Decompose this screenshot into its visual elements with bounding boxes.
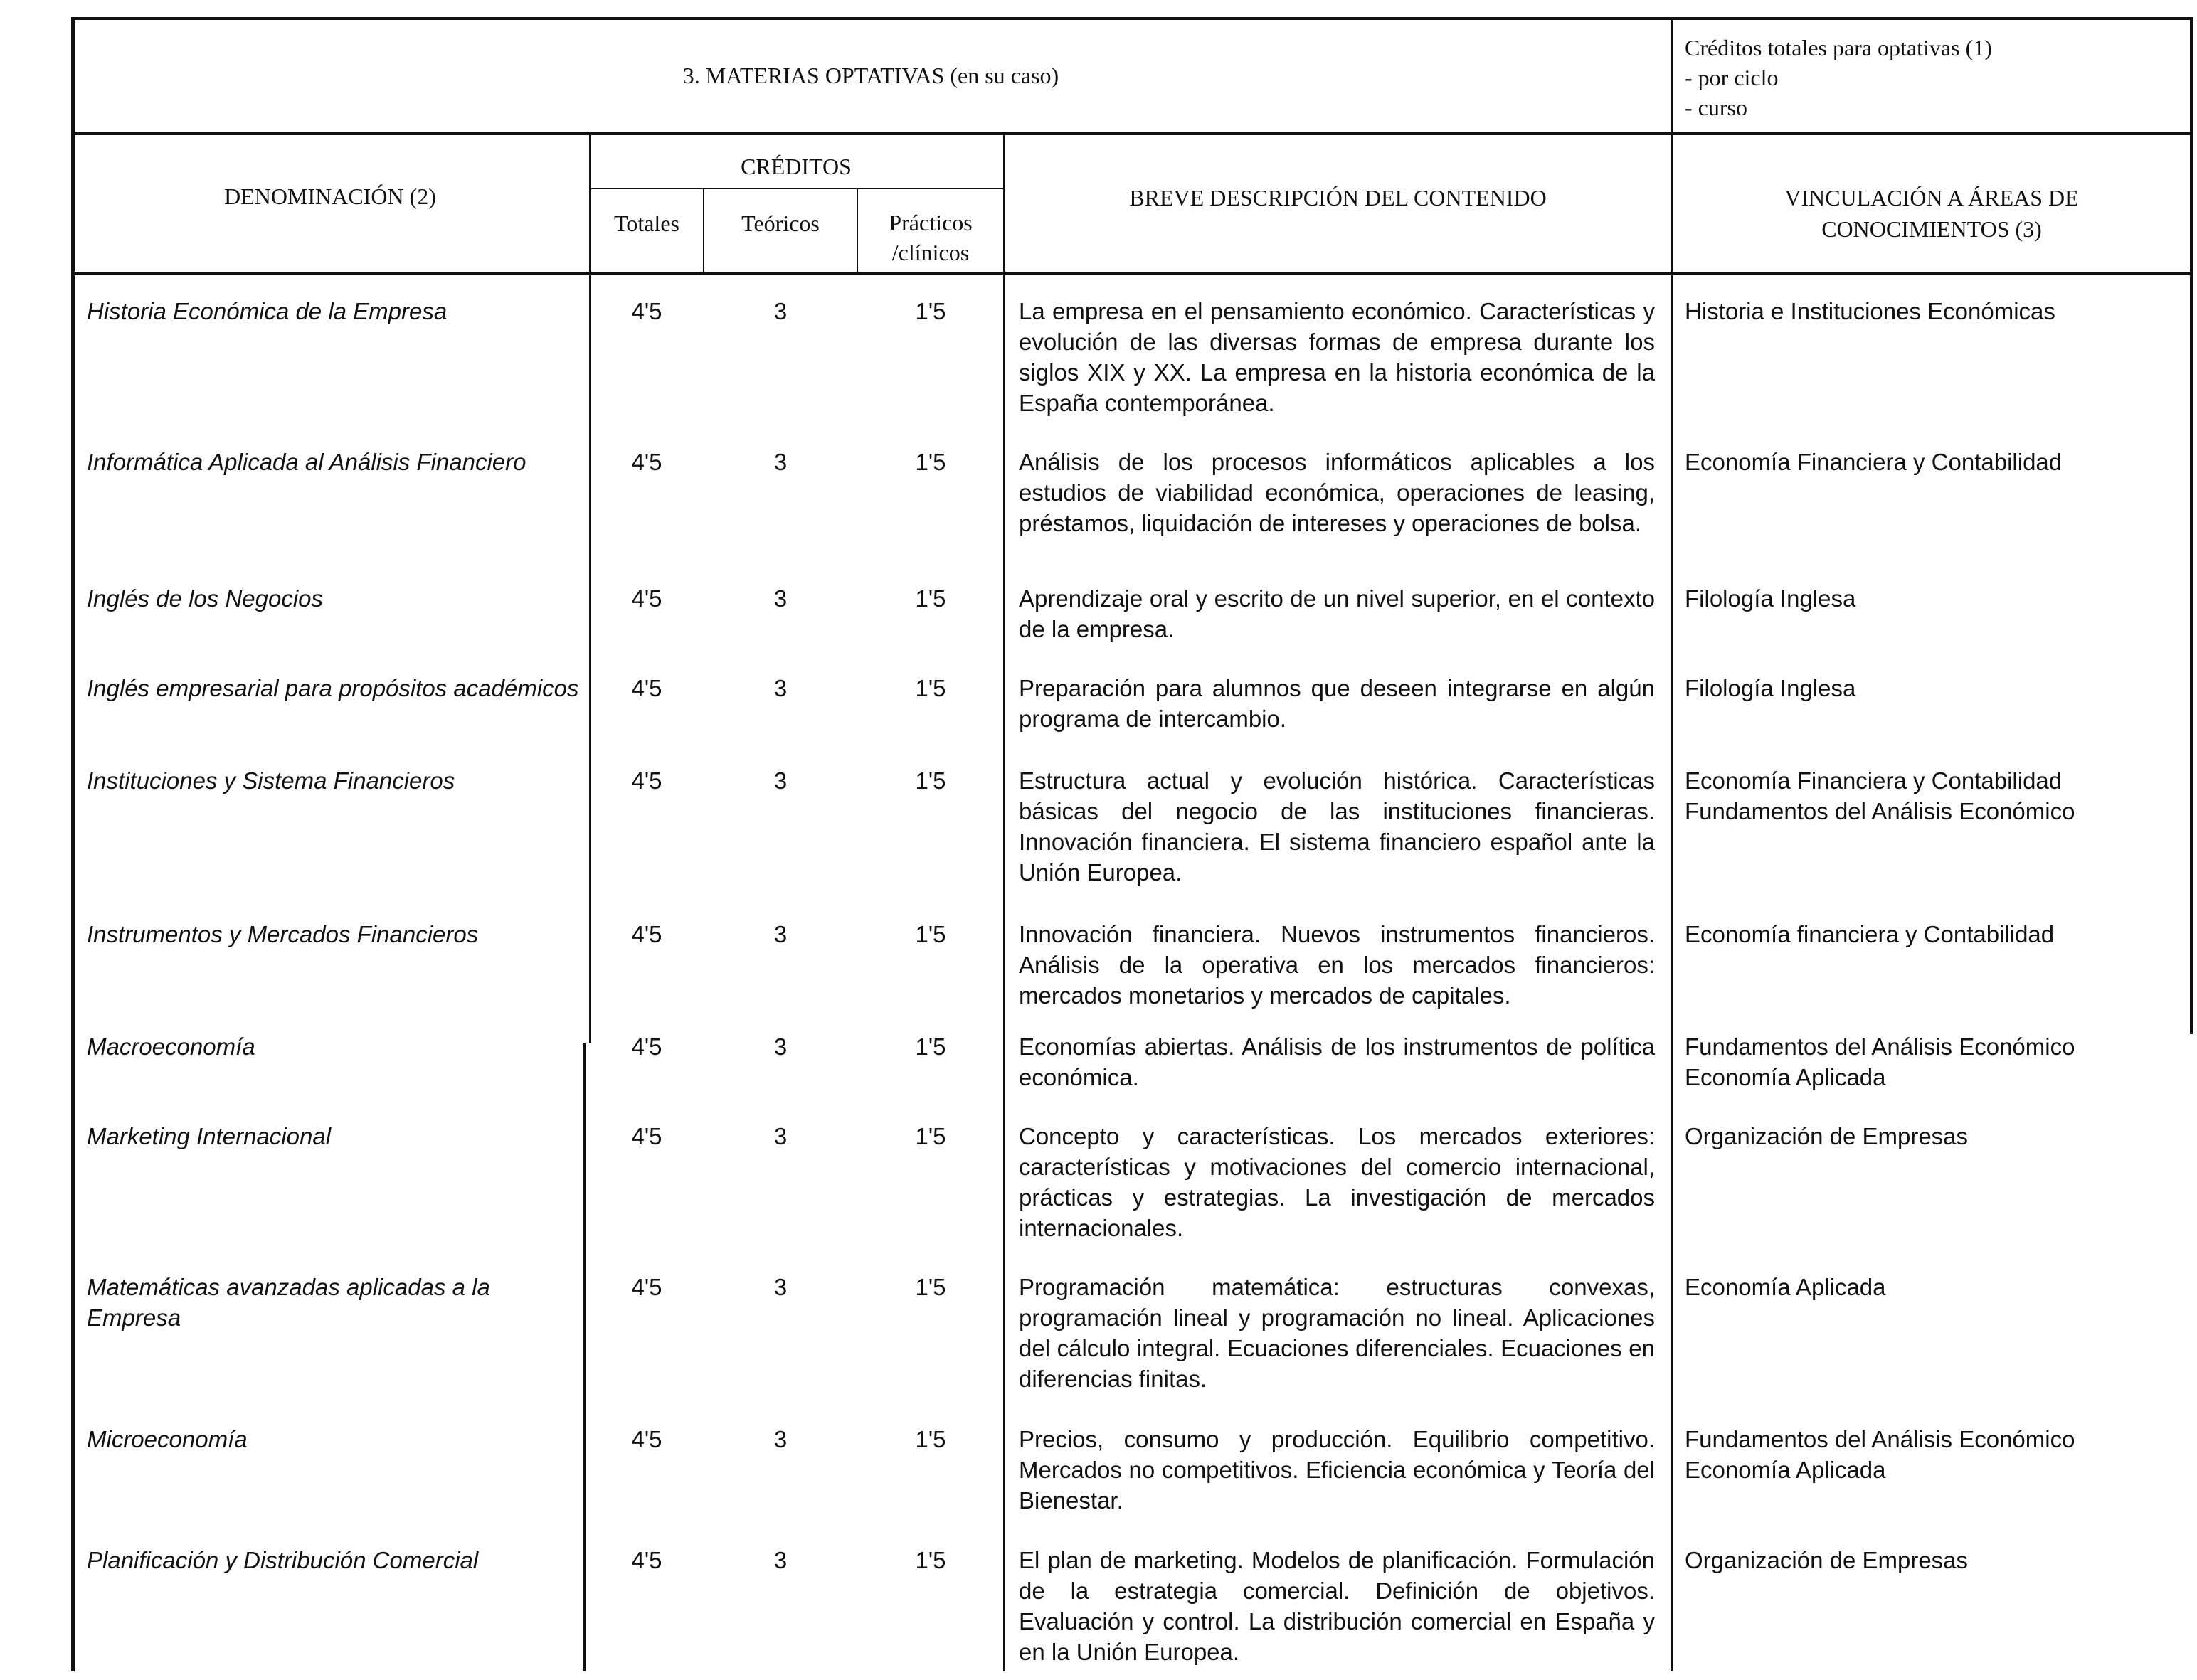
knowledge-areas: Economía financiera y Contabilidad — [1685, 921, 2055, 947]
knowledge-areas: Economía Financiera y Contabilidad Fundamentos del Análisis Económico — [1685, 767, 2075, 824]
credits-practicos: 1'5 — [915, 675, 946, 701]
course-name: Inglés de los Negocios — [87, 585, 324, 612]
creditos-subheader-line — [589, 188, 1003, 189]
credits-teoricos: 3 — [773, 675, 788, 701]
credits-practicos: 1'5 — [915, 1426, 946, 1452]
credits-teoricos: 3 — [773, 585, 788, 612]
course-description: Aprendizaje oral y escrito de un nivel superior, en el contexto de la empresa. — [1019, 585, 1655, 642]
col-divider-areas — [1671, 17, 1673, 1671]
header-divider — [71, 132, 2193, 135]
credits-teoricos: 3 — [773, 1547, 788, 1573]
col-header-vinculacion-line1: VINCULACIÓN A ÁREAS DE — [1784, 185, 2079, 211]
credits-totales: 4'5 — [631, 767, 662, 794]
credits-teoricos: 3 — [773, 1123, 788, 1149]
table-top-border — [71, 17, 2193, 20]
col-header-vinculacion-line2: CONOCIMIENTOS (3) — [1821, 216, 2042, 242]
course-description: Análisis de los procesos informáticos aplicables a los estudios de viabilidad económica, operaciones de leasing, préstamos, liquidación de intereses y operaciones de bolsa. — [1019, 449, 1655, 536]
col-header-descripcion: BREVE DESCRIPCIÓN DEL CONTENIDO — [1129, 185, 1547, 211]
credits-totals-box — [1685, 33, 2183, 122]
credits-teoricos: 3 — [773, 921, 788, 947]
credits-practicos: 1'5 — [915, 298, 946, 324]
course-description: Estructura actual y evolución histórica. Características básicas del negocio de las instituciones financieras. Innovación financiera. El sistema financiero español ante la Unión Europea. — [1019, 767, 1655, 886]
credits-totales: 4'5 — [631, 1426, 662, 1452]
course-description: Preparación para alumnos que deseen integrarse en algún programa de intercambio. — [1019, 675, 1655, 732]
credits-totales: 4'5 — [631, 1274, 662, 1300]
knowledge-areas: Filología Inglesa — [1685, 675, 1856, 701]
course-name: Planificación y Distribución Comercial — [87, 1547, 479, 1573]
credits-totales: 4'5 — [631, 1123, 662, 1149]
col-header-practicos-line1: Prácticos — [889, 210, 973, 235]
credits-teoricos: 3 — [773, 1426, 788, 1452]
credits-teoricos: 3 — [773, 767, 788, 794]
col-header-creditos: CRÉDITOS — [741, 154, 852, 179]
credits-totales: 4'5 — [631, 585, 662, 612]
course-name: Instituciones y Sistema Financieros — [87, 767, 455, 794]
col-divider-descripcion — [1003, 132, 1005, 1671]
section-title: 3. MATERIAS OPTATIVAS (en su caso) — [682, 63, 1059, 88]
credits-totales: 4'5 — [631, 298, 662, 324]
knowledge-areas: Organización de Empresas — [1685, 1547, 1969, 1573]
course-description: Innovación financiera. Nuevos instrumentos financieros. Análisis de la operativa en los mercados financieros: mercados monetarios y mercados de capitales. — [1019, 921, 1655, 1009]
course-name: Marketing Internacional — [87, 1123, 332, 1149]
col-header-practicos-line2: /clínicos — [891, 240, 970, 265]
course-name: Macroeconomía — [87, 1033, 255, 1060]
table-right-border — [2190, 17, 2193, 1034]
credits-totales: 4'5 — [631, 675, 662, 701]
credits-teoricos: 3 — [773, 449, 788, 475]
knowledge-areas: Fundamentos del Análisis Económico Economía Aplicada — [1685, 1033, 2075, 1090]
credits-teoricos: 3 — [773, 298, 788, 324]
credits-practicos: 1'5 — [915, 449, 946, 475]
course-name: Inglés empresarial para propósitos académicos — [87, 675, 579, 701]
course-name: Historia Económica de la Empresa — [87, 298, 448, 324]
course-name: Matemáticas avanzadas aplicadas a la Empresa — [87, 1274, 490, 1331]
credits-totales: 4'5 — [631, 921, 662, 947]
col-header-teoricos: Teóricos — [741, 211, 820, 236]
course-name: Instrumentos y Mercados Financieros — [87, 921, 479, 947]
credits-practicos: 1'5 — [915, 921, 946, 947]
col-header-practicos — [858, 208, 1003, 267]
credits-practicos: 1'5 — [915, 1033, 946, 1060]
course-description: El plan de marketing. Modelos de planificación. Formulación de la estrategia comercial. Definición de objetivos. Evaluación y control. La distribución comercial en España y en la Unión Europea. — [1019, 1547, 1655, 1665]
table-left-border — [71, 17, 75, 1671]
knowledge-areas: Historia e Instituciones Económicas — [1685, 298, 2055, 324]
credits-practicos: 1'5 — [915, 767, 946, 794]
credits-totals-line1: Créditos totales para optativas (1) — [1685, 35, 1992, 60]
header-bottom-border — [71, 272, 2193, 275]
course-name: Informática Aplicada al Análisis Financiero — [87, 449, 526, 475]
course-description: Programación matemática: estructuras convexas, programación lineal y programación no lineal. Aplicaciones del cálculo integral. Ecuaciones diferenciales. Ecuaciones en diferencias finitas. — [1019, 1274, 1655, 1392]
col-header-vinculacion — [1673, 182, 2191, 245]
knowledge-areas: Fundamentos del Análisis Económico Economía Aplicada — [1685, 1426, 2075, 1483]
knowledge-areas: Economía Financiera y Contabilidad — [1685, 449, 2063, 475]
course-name: Microeconomía — [87, 1426, 248, 1452]
course-description: La empresa en el pensamiento económico. Características y evolución de las diversas formas de empresa durante los siglos XIX y XX. La empresa en la historia económica de la España contemporánea. — [1019, 298, 1655, 416]
credits-totals-line2: - por ciclo — [1685, 65, 1779, 90]
credits-totales: 4'5 — [631, 1033, 662, 1060]
col-header-totales: Totales — [614, 211, 679, 236]
course-description: Precios, consumo y producción. Equilibrio competitivo. Mercados no competitivos. Eficiencia económica y Teoría del Bienestar. — [1019, 1426, 1655, 1514]
credits-practicos: 1'5 — [915, 585, 946, 612]
knowledge-areas: Filología Inglesa — [1685, 585, 1856, 612]
knowledge-areas: Organización de Empresas — [1685, 1123, 1969, 1149]
credits-totales: 4'5 — [631, 1547, 662, 1573]
knowledge-areas: Economía Aplicada — [1685, 1274, 1886, 1300]
document-page — [71, 17, 2193, 1671]
col-header-denominacion: DENOMINACIÓN (2) — [224, 184, 436, 209]
course-description: Concepto y características. Los mercados exteriores: características y motivaciones del comercio internacional, prácticas y estrategias. La investigación de mercados internacionales. — [1019, 1123, 1655, 1241]
course-description: Economías abiertas. Análisis de los instrumentos de política económica. — [1019, 1033, 1655, 1090]
credits-totales: 4'5 — [631, 449, 662, 475]
credits-practicos: 1'5 — [915, 1123, 946, 1149]
credits-totals-line3: - curso — [1685, 95, 1747, 120]
credits-practicos: 1'5 — [915, 1547, 946, 1573]
credits-practicos: 1'5 — [915, 1274, 946, 1300]
credits-teoricos: 3 — [773, 1274, 788, 1300]
credits-teoricos: 3 — [773, 1033, 788, 1060]
